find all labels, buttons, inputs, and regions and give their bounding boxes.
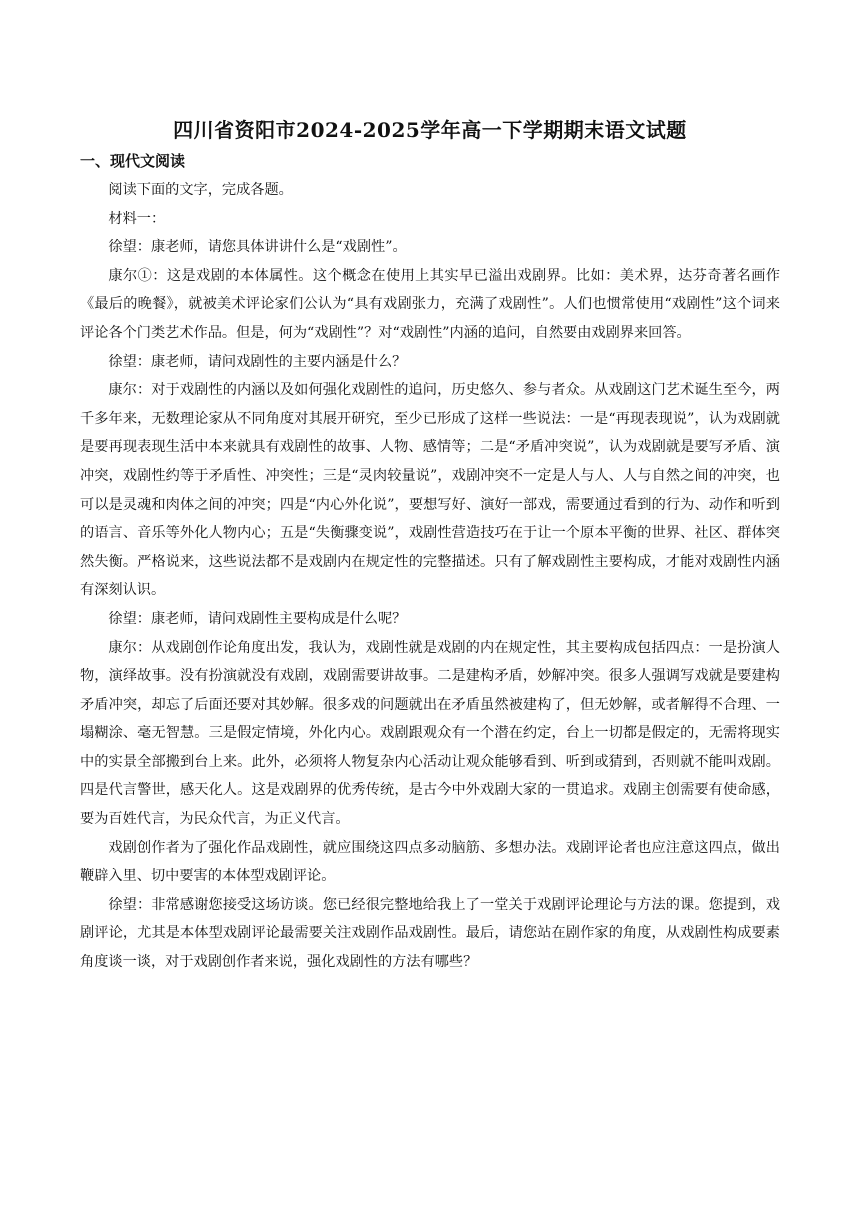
interview-paragraph: 康尔：对于戏剧性的内涵以及如何强化戏剧性的追问，历史悠久、参与者众。从戏剧这门艺术诞生至今，两千多年来，无数理论家从不同角度对其展开研究，至少已形成了这样一些说法：一是“再现表现说”，认为戏剧就是要再现表现生活中本来就具有戏剧性的故事、人物、感情等；二是“矛盾冲突说”，认为戏剧就是要写矛盾、演冲突，戏剧性约等于矛盾性、冲突性；三是“灵肉较量说”，戏剧冲突不一定是人与人、人与自然之间的冲突，也可以是灵魂和肉体之间的冲突；四是“内心外化说”，要想写好、演好一部戏，需要通过看到的行为、动作和听到的语言、音乐等外化人物内心；五是“失衡骤变说”，戏剧性营造技巧在于让一个原本平衡的世界、社区、群体突然失衡。严格说来，这些说法都不是戏剧内在规定性的完整描述。只有了解戏剧性主要构成，才能对戏剧性内涵有深刻认识。	[80, 382, 780, 599]
interview-paragraph: 戏剧创作者为了强化作品戏剧性，就应围绕这四点多动脑筋、多想办法。戏剧评论者也应注意这四点，做出鞭辟入里、切中要害的本体型戏剧评论。	[80, 839, 780, 885]
interview-paragraph: 徐望：康老师，请问戏剧性的主要内涵是什么？	[108, 353, 407, 370]
interview-paragraph: 徐望：非常感谢您接受这场访谈。您已经很完整地给我上了一堂关于戏剧评论理论与方法的课。您提到，戏剧评论，尤其是本体型戏剧评论最需要关注戏剧作品戏剧性。最后，请您站在剧作家的角度，从戏剧性构成要素角度谈一谈，对于戏剧创作者来说，强化戏剧性的方法有哪些？	[80, 896, 780, 971]
interview-paragraph: 徐望：康老师，请您具体讲讲什么是“戏剧性”。	[108, 239, 407, 256]
reading-passage	[80, 176, 780, 977]
instruction-paragraph: 阅读下面的文字，完成各题。	[108, 182, 293, 198]
interview-paragraph: 康尔：从戏剧创作论角度出发，我认为，戏剧性就是戏剧的内在规定性，其主要构成包括四点：一是扮演人物，演绎故事。没有扮演就没有戏剧，戏剧需要讲故事。二是建构矛盾，妙解冲突。很多人强调写戏就是要建构矛盾冲突，却忘了后面还要对其妙解。很多戏的问题就出在矛盾虽然被建构了，但无妙解，或者解得不合理、一塌糊涂、毫无智慧。三是假定情境，外化内心。戏剧跟观众有一个潜在约定，台上一切都是假定的，无需将现实中的实景全部搬到台上来。此外，必须将人物复杂内心活动让观众能够看到、听到或猜到，否则就不能叫戏剧。四是代言警世，感天化人。这是戏剧界的优秀传统，是古今中外戏剧大家的一贯追求。戏剧主创需要有使命感，要为百姓代言，为民众代言，为正义代言。	[80, 639, 780, 828]
material-label: 材料一：	[108, 210, 166, 227]
interview-paragraph: 徐望：康老师，请问戏剧性主要构成是什么呢？	[108, 610, 407, 627]
section-heading: 一、现代文阅读	[80, 152, 186, 170]
document-title: 四川省资阳市2024-2025学年高一下学期期末语文试题	[173, 118, 687, 142]
interview-paragraph: 康尔①：这是戏剧的本体属性。这个概念在使用上其实早已溢出戏剧界。比如：美术界，达芬奇著名画作《最后的晚餐》，就被美术评论家们公认为“具有戏剧张力，充满了戏剧性”。人们也惯常使用“戏剧性”这个词来评论各个门类艺术作品。但是，何为“戏剧性”？对“戏剧性”内涵的追问，自然要由戏剧界来回答。	[80, 267, 780, 341]
